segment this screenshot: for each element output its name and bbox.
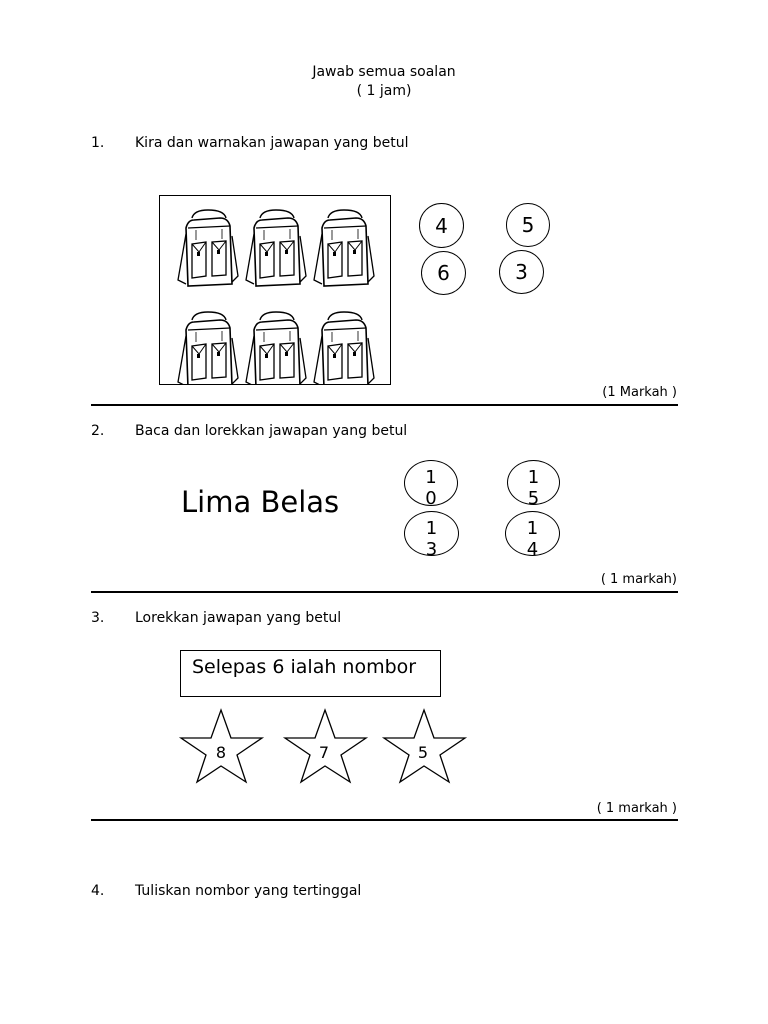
backpacks-picture — [159, 195, 391, 385]
q1-option-circle[interactable]: 3 — [499, 250, 544, 294]
q2-option-digit: 1 — [527, 467, 540, 488]
q2-option-circle[interactable] — [507, 460, 560, 509]
question-2-number: 2. — [91, 423, 105, 439]
q2-option-circle[interactable] — [404, 460, 458, 509]
backpack-2 — [246, 210, 306, 286]
number-word: Lima Belas — [181, 485, 340, 519]
q3-option-number: 7 — [318, 743, 330, 762]
q2-option-digit: 1 — [526, 518, 539, 539]
backpack-3 — [314, 210, 374, 286]
backpack-4 — [178, 312, 238, 384]
q2-option-circle[interactable] — [404, 511, 459, 560]
question-3-number: 3. — [91, 610, 105, 626]
backpack-5 — [246, 312, 306, 384]
backpack-6 — [314, 312, 374, 384]
divider-line — [91, 404, 678, 406]
q2-option-digit: 5 — [527, 488, 540, 509]
question-3-text: Lorekkan jawapan yang betul — [135, 610, 342, 626]
q2-option-digit: 0 — [425, 488, 437, 509]
worksheet-title: Jawab semua soalan — [312, 64, 456, 80]
q1-option-circle[interactable]: 5 — [506, 203, 550, 247]
question-3-marks: ( 1 markah ) — [596, 801, 677, 816]
question-1-number: 1. — [91, 135, 105, 151]
q2-option-digit: 1 — [425, 467, 437, 488]
divider-line — [91, 591, 678, 593]
q1-option-circle[interactable]: 6 — [421, 251, 466, 295]
backpack-1 — [178, 210, 238, 286]
question-2-text: Baca dan lorekkan jawapan yang betul — [135, 423, 408, 439]
q3-option-number: 8 — [215, 743, 227, 762]
q2-option-digit: 3 — [425, 539, 438, 560]
question-4-number: 4. — [91, 883, 105, 899]
question-4-text: Tuliskan nombor yang tertinggal — [135, 883, 362, 899]
divider-line — [91, 819, 678, 821]
question-1-marks: (1 Markah ) — [602, 385, 677, 400]
backpacks-illustration — [160, 196, 390, 384]
q2-option-digit: 4 — [526, 539, 539, 560]
q2-option-circle[interactable] — [505, 511, 560, 560]
question-2-marks: ( 1 markah) — [600, 572, 677, 587]
q3-option-number: 5 — [417, 743, 429, 762]
question-1-text: Kira dan warnakan jawapan yang betul — [135, 135, 409, 151]
question-3-prompt-box: Selepas 6 ialah nombor — [180, 650, 441, 697]
q2-option-digit: 1 — [425, 518, 438, 539]
worksheet-duration: ( 1 jam) — [356, 83, 412, 99]
q1-option-circle[interactable]: 4 — [419, 203, 464, 248]
